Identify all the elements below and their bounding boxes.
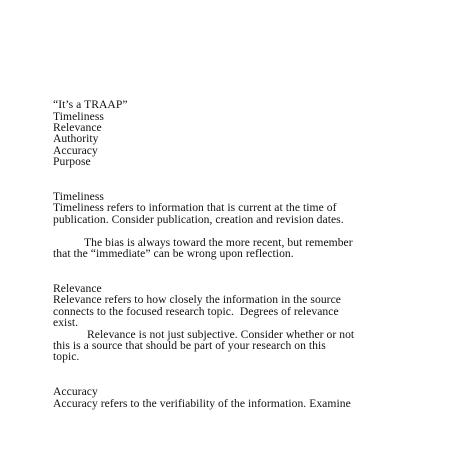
relevance-para1-line1: Relevance refers to how closely the information in the source [53,293,341,306]
timeliness-para1-line1: Timeliness refers to information that is current at the time of [53,201,337,214]
relevance-para1-line3: exist. [53,316,79,329]
timeliness-para2-line1: The bias is always toward the more recent, but remember [84,236,353,249]
intro-item-purpose: Purpose [53,155,91,168]
intro-item-authority: Authority [53,132,99,145]
intro-item-relevance: Relevance [53,121,102,134]
accuracy-para1-line1: Accuracy refers to the verifiability of the information. Examine [53,397,351,410]
timeliness-heading: Timeliness [53,190,104,203]
relevance-para2-line2: this is a source that should be part of your research on this [53,339,326,352]
relevance-para2-line1: Relevance is not just subjective. Consider whether or not [87,328,355,341]
intro-item-accuracy: Accuracy [53,144,98,157]
timeliness-para1-line2: publication. Consider publication, creation and revision dates. [53,213,344,226]
timeliness-para2-line2: that the “immediate” can be wrong upon reflection. [53,247,294,260]
intro-item-timeliness: Timeliness [53,110,104,123]
relevance-heading: Relevance [53,282,102,295]
relevance-para2-line3: topic. [53,350,80,363]
intro-title: “It’s a TRAAP” [53,98,128,111]
relevance-para1-line2: connects to the focused research topic. Degrees of relevance [53,305,339,318]
accuracy-heading: Accuracy [53,385,98,398]
